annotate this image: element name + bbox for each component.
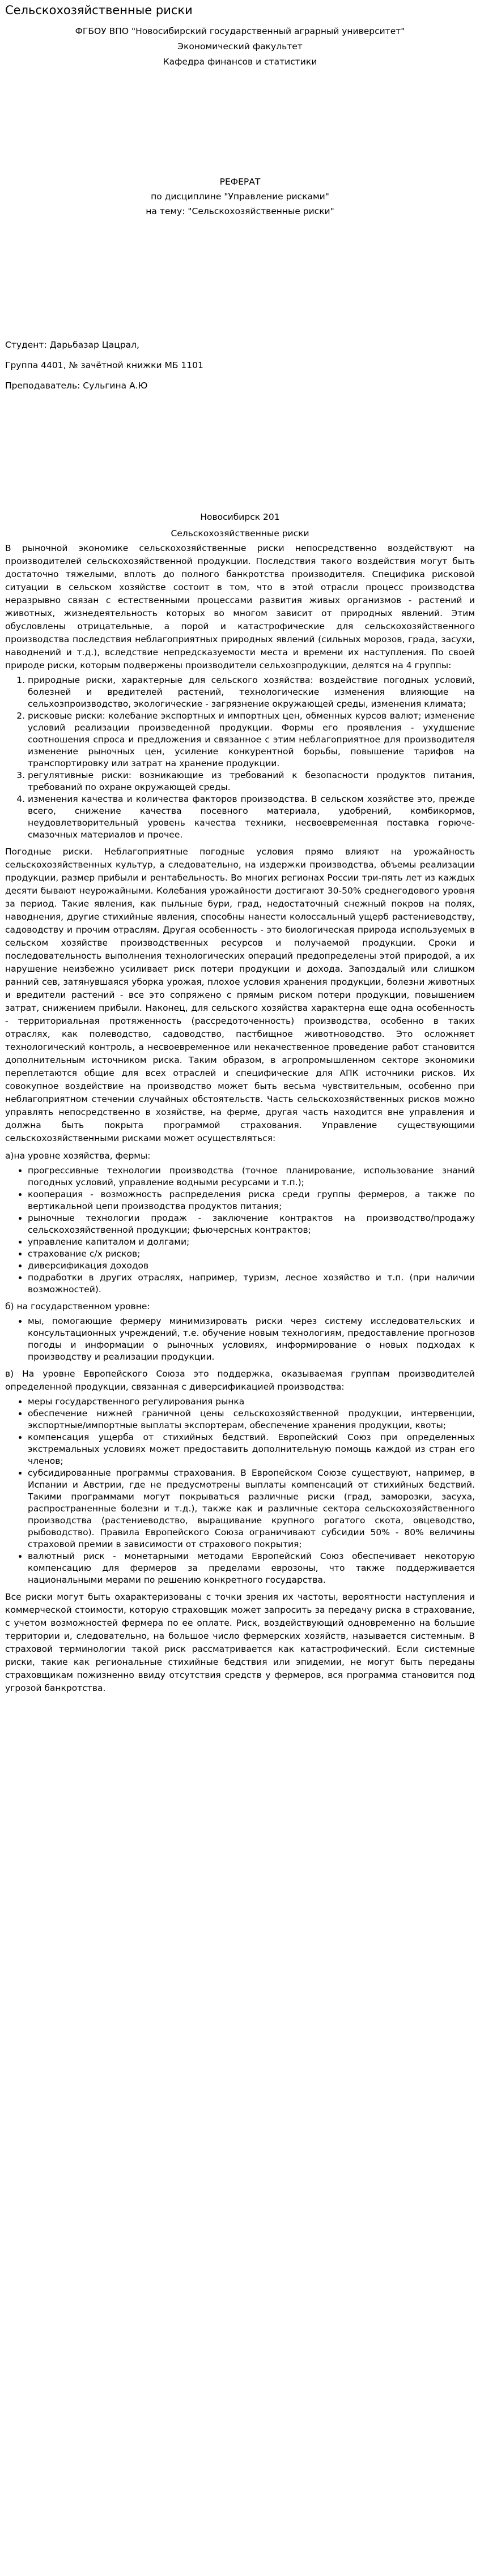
document-page [0, 3, 480, 1695]
list-item: • обеспечение нижней граничной цены сельскохозяйственной продукции, интервенции, экспортные/импортные выплаты экспортерам, обеспечение хранения продукции, квоты; [28, 1408, 475, 1432]
body-paragraph: Погодные риски. Неблагоприятные погодные условия прямо влияют на урожайность сельскохозяйственных культур, а следовательно, на издержки производства, объемы реализации продукции, размер прибыли и рентабельность. Во многих регионах России три-пять лет из каждых десяти бывают неурожайными. Колебания урожайности достигают 30-50% среднегодового уровня за период. Такие явления, как пыльные бури, град, недостаточный снежный покров на полях, наводнения, другие стихийные явления, способны нанести колоссальный ущерб растениеводству, садоводству и прочим отраслям. Другая особенность - это биологическая природа используемых в сельском хозяйстве производственных ресурсов и получаемой продукции. Сроки и последовательность выполнения технологических операций предопределены этой природой, а их нарушение неизбежно усиливает риск потери продукции и дохода. Запоздалый или слишком ранний сев, затянувшаяся уборка урожая, плохое условия хранения продукции, болезни животных и вредители растений - все это сопряжено с прямым риском потери продукции, повышением затрат, снижением прибыли. Наконец, для сельского хозяйства характерна еще одна особенность - территориальная протяженность (рассредоточенность) производства, особенно в таких отраслях, как полеводство, садоводство, пастбищное животноводство. Это осложняет технологический контроль, а несвоевременное или некачественное проведение работ становится дополнительным источником риска. Таким образом, в агропромышленном секторе экономики переплетаются общие для всех отраслей и специфические для АПК источники рисков. Их совокупное воздействие на производство может быть весьма чувствительным, особенно при неблагоприятном стечении случайных обстоятельств. Часть сельскохозяйственных рисков можно управлять непосредственно в хозяйстве, на ферме, другая часть находится вне управления и должна быть покрыта программой страхования. Управление существующими сельскохозяйственными рисками может осуществляться: [5, 847, 475, 1143]
city-year: Новосибирск 201 [200, 512, 280, 522]
spacer [5, 70, 475, 174]
institution-name: ФГБОУ ВПО "Новосибирский государственный аграрный университет" [75, 26, 405, 36]
list-item: • мы, помогающие фермеру минимизировать риски через систему исследовательских и консультационных учреждений, т.е. обучение новым технологиям, предоставление прогнозов погоды и информации о рыночных условиях, информирование о новых подходах к производству и реализации продукции. [28, 1315, 475, 1363]
referat-block [5, 174, 475, 219]
farm-level-list [5, 1165, 475, 1296]
topic-line: на тему: "Сельскохозяйственные риски" [146, 206, 334, 216]
essay-subtitle: Сельскохозяйственные риски [171, 528, 309, 539]
state-level-label: б) на государственном уровне: [5, 1301, 150, 1312]
faculty-name: Экономический факультет [177, 41, 303, 52]
document-title: Сельскохозяйственные риски [5, 3, 193, 17]
list-item: • компенсация ущерба от стихийных бедствий. Европейский Союз при определенных экстремальных условиях может предоставить дополнительную помощь каждой из стран его членов; [28, 1432, 475, 1467]
list-item: • рыночные технологии продаж - заключение контрактов на производство/продажу сельскохозяйственной продукции; фьючерсных контрактов; [28, 1212, 475, 1236]
list-item: • управление капиталом и долгами; [28, 1236, 475, 1248]
title-page-header [5, 24, 475, 70]
list-item: 1. природные риски, характерные для сельского хозяйства: воздействие погодных условий, болезней и вредителей растений, технологические изменения влияющие на сельхозпроизводство, экологические - загрязнение окружающей среды, изменения климата; [28, 674, 475, 710]
list-item: • диверсификация доходов [28, 1260, 475, 1272]
closing-paragraph: Все риски могут быть охарактеризованы с точки зрения их частоты, вероятности наступления и коммерческой стоимости, которую страховщик может запросить за передачу риска в страхование, с учетом возможностей фермера по ее оплате. Риск, воздействующий одновременно на большие территории и, следовательно, на большое число фермерских хозяйств, называется системным. В страховой терминологии такой риск рассматривается как катастрофический. Если системные риски, такие как региональные стихийные бедствия или эпидемии, не могут быть переданы страховщикам пожизненно ввиду отсутствия средств у фермеров, вся программа становится под угрозой банкротства. [5, 1592, 475, 1693]
spacer [5, 219, 475, 335]
farm-level-label: а)на уровне хозяйства, фермы: [5, 1151, 151, 1161]
list-item: • подработки в других отраслях, например, туризм, лесное хозяйство и т.п. (при наличии возможностей). [28, 1272, 475, 1296]
list-item: 3. регулятивные риски: возникающие из требований к безопасности продуктов питания, требований по охране окружающей среды. [28, 770, 475, 793]
risk-groups-list [5, 674, 475, 841]
list-item: 2. рисковые риски: колебание экспортных и импортных цен, обменных курсов валют; изменение условий реализации произведенной продукции. Формы его проявления - ухудшение соотношения спроса и предложения и связанное с этим неблагоприятное для производителя изменение рыночных цен, усиление конкурентной борьбы, повышение тарифов на транспортировку или затрат на хранение продукции. [28, 710, 475, 770]
list-item: 4. изменения качества и количества факторов производства. В сельском хозяйстве это, прежде всего, снижение качества посевного материала, удобрений, комбикормов, неудовлетворительный уровень качества техники, несвоевременная поставка горюче-смазочных материалов и прочее. [28, 793, 475, 841]
teacher-line: Преподаватель: Сульгина А.Ю [5, 381, 148, 391]
referat-label: РЕФЕРАТ [219, 177, 261, 187]
list-item: • валютный риск - монетарными методами Европейский Союз обеспечивает некоторую компенсацию для фермеров за пределами еврозоны, что также поддерживается национальными мерами по решению конкретного государства. [28, 1550, 475, 1586]
intro-paragraph: В рыночной экономике сельскохозяйственные риски непосредственно воздействуют на производителей сельскохозяйственной продукции. Последствия такого воздействия могут быть достаточно тяжелыми, вплоть до полного банкротства производителя. Специфика рисковой ситуации в сельском хозяйстве состоит в том, что в этой отрасли процесс производства неразрывно связан с естественными процессами развития живых организмов - растений и животных, жизнедеятельность которых во многом зависит от природных явлений. Этим обусловлены отрицательные, а порой и катастрофические для сельскохозяйственного производства последствия неблагоприятных природных явлений (сильных морозов, града, засухи, наводнений и т.д.), вследствие непредсказуемости места и времени их наступления. По своей природе риски, которым подвержены производители сельхозпродукции, делятся на 4 группы: [5, 543, 475, 670]
group-line: Группа 4401, № зачётной книжки МБ 1101 [5, 360, 203, 370]
list-item: • субсидированные программы страхования. В Европейском Союзе существуют, например, в Испании и Австрии, где не предусмотрены выплаты компенсаций от стихийных бедствий. Такими программами могут покрываться различные риски (град, заморозки, засуха, распространенные болезни и т.д.), также как и различные сектора сельскохозяйственного производства (растениеводство, выращивание крупного рогатого скота, овцеводство, рыбоводство). Правила Европейского Союза ограничивают субсидии 50% - 80% величины страховой премии в зависимости от страхового покрытия; [28, 1467, 475, 1550]
eu-level-list [5, 1396, 475, 1586]
list-item: • прогрессивные технологии производства (точное планирование, использование знаний погодных условий, управление водными ресурсами и т.п.); [28, 1165, 475, 1189]
author-info [5, 335, 475, 396]
discipline-line: по дисциплине "Управление рисками" [151, 191, 329, 202]
list-item: • меры государственного регулирования рынка [28, 1396, 475, 1408]
list-item: • страхование с/х рисков; [28, 1248, 475, 1260]
state-level-list [5, 1315, 475, 1363]
department-name: Кафедра финансов и статистики [163, 57, 317, 67]
spacer [5, 396, 475, 509]
eu-level-label: в) На уровне Европейского Союза это поддержка, оказываемая группам производителей определенной продукции, связанная с диверсификацией производства: [5, 1369, 475, 1392]
student-line: Студент: Дарьбазар Цацрал, [5, 340, 139, 350]
list-item: • кооперация - возможность распределения риска среди группы фермеров, а также по вертикальной цепи производства продуктов питания; [28, 1189, 475, 1212]
